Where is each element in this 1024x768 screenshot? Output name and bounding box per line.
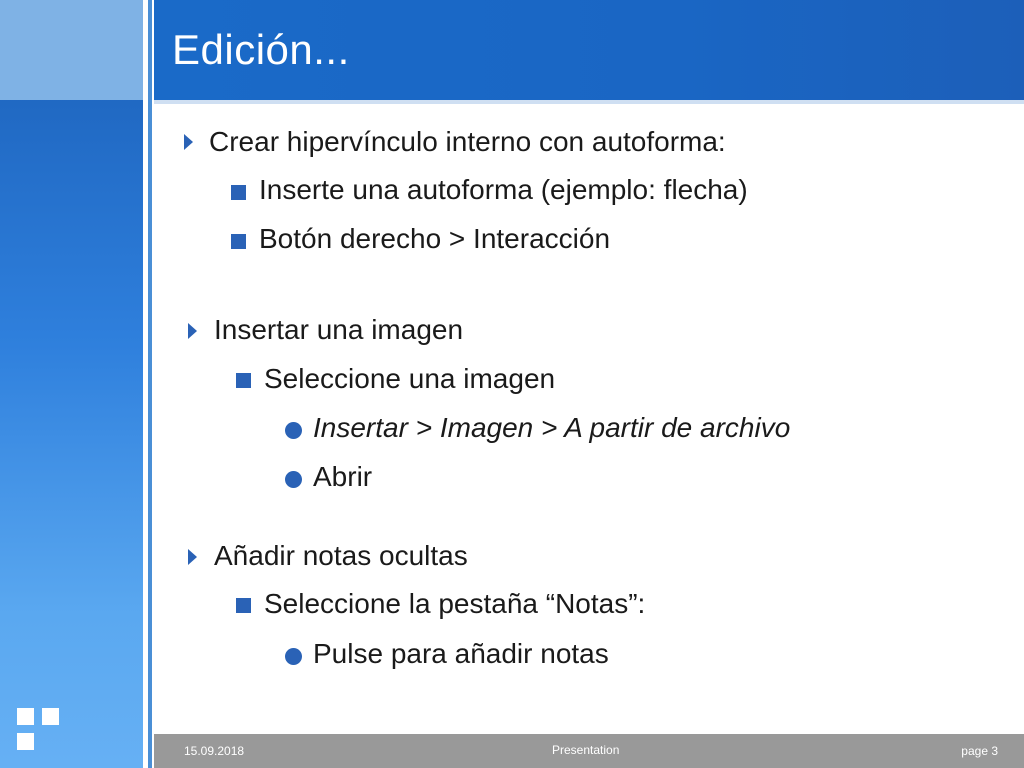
bullet-level2: Seleccione la pestaña “Notas”: — [264, 588, 646, 619]
square-bullet-icon — [236, 598, 251, 613]
slide-title: Edición... — [172, 26, 350, 73]
bullet-level1: Añadir notas ocultas — [214, 540, 468, 571]
circle-bullet-icon — [285, 422, 302, 439]
circle-bullet-icon — [285, 471, 302, 488]
circle-bullet-icon — [285, 648, 302, 665]
vertical-divider-accent — [148, 0, 152, 768]
title-bar — [154, 0, 1024, 100]
square-bullet-icon — [231, 234, 246, 249]
triangle-right-icon — [188, 549, 197, 565]
left-decorative-bar — [0, 0, 143, 768]
footer-bar — [154, 734, 1024, 768]
bullet-level2: Inserte una autoforma (ejemplo: flecha) — [259, 174, 748, 205]
footer-title: Presentation — [552, 743, 620, 757]
title-underline — [154, 100, 1024, 104]
bullet-level3: Insertar > Imagen > A partir de archivo — [313, 412, 791, 443]
square-bullet-icon — [231, 185, 246, 200]
square-bullet-icon — [236, 373, 251, 388]
bullet-level3: Pulse para añadir notas — [313, 638, 609, 669]
left-top-block — [0, 0, 143, 100]
bullet-level2: Seleccione una imagen — [264, 363, 556, 394]
bullet-level3: Abrir — [313, 461, 373, 492]
footer-page-number: page 3 — [961, 744, 998, 758]
footer-date: 15.09.2018 — [184, 744, 245, 758]
bullet-level2: Botón derecho > Interacción — [259, 223, 611, 254]
bullet-level1: Crear hipervínculo interno con autoforma: — [209, 126, 726, 157]
bullet-level1: Insertar una imagen — [214, 314, 464, 345]
triangle-right-icon — [184, 134, 193, 150]
triangle-right-icon — [188, 323, 197, 339]
